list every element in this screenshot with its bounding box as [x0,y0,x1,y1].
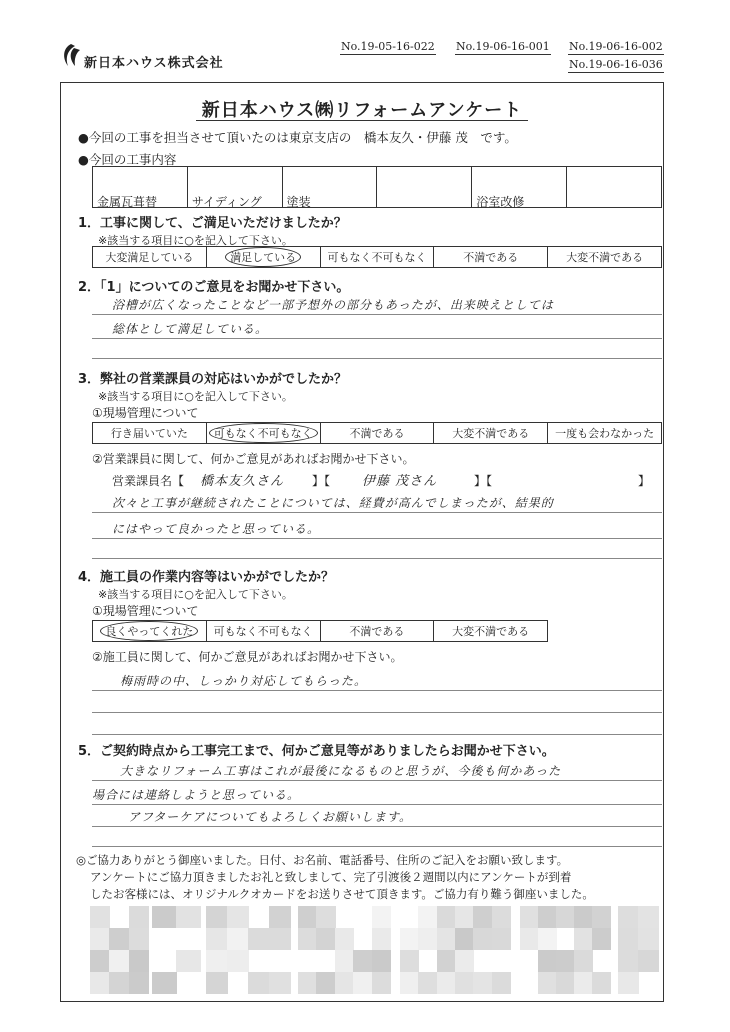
q3-note: ※該当する項目に○を記入して下さい。 [98,390,293,403]
mosaic-tile [316,972,335,994]
mosaic-tile [455,906,474,928]
q3-answer-line: 次々と工事が継続されたことについては、経費が高んでしまったが、結果的 [112,496,554,510]
answer-rule [92,512,662,513]
answer-rule [92,338,662,339]
mosaic-tile [418,928,437,950]
q5-question: 5．ご契約時点から工事完工まで、何かご意見等がありましたらお聞かせ下さい。 [78,744,555,759]
bracket: 】【 [312,474,331,488]
company-name: 新日本ハウス株式会社 [84,56,224,71]
q3-option[interactable]: 不満である [321,423,435,443]
mosaic-tile [206,950,228,972]
q3-answer-line: にはやって良かったと思っている。 [112,522,321,536]
q2-answer-line: 総体として満足している。 [112,322,269,336]
mosaic-tile [206,906,228,928]
work-item [377,167,472,207]
q1-option[interactable]: 大変満足している [93,247,207,267]
survey-title: 新日本ハウス㈱リフォームアンケート [201,100,523,121]
mosaic-tile [437,928,456,950]
answer-rule [92,804,662,805]
mosaic-tile [129,950,149,972]
mosaic-tile [574,950,593,972]
mosaic-tile [129,928,149,950]
title-underline [196,120,528,121]
q3-sub1: ①現場管理について [92,406,199,420]
work-item: 塗装 [283,167,378,207]
mosaic-tile [592,906,611,928]
mosaic-tile [269,906,291,928]
mosaic-tile [109,972,129,994]
mosaic-tile [638,928,659,950]
answer-rule [92,538,662,539]
mosaic-tile [176,950,201,972]
work-heading: ●今回の工事内容 [78,152,177,167]
mosaic-tile [227,928,249,950]
answer-rule [92,780,662,781]
mosaic-tile [353,950,372,972]
mosaic-tile [372,972,391,994]
doc-number: No.19-06-16-002 [569,40,663,53]
mosaic-tile [455,972,474,994]
q3-options [92,422,662,444]
mosaic-tile [90,950,110,972]
work-item: 金属瓦葺替 [93,167,188,207]
q4-option-selected[interactable] [93,621,207,641]
mosaic-tile [638,906,659,928]
staff-name-2: 伊藤 茂さん [362,474,438,489]
mosaic-tile [618,928,639,950]
work-item [567,167,661,207]
mosaic-tile [520,928,539,950]
mosaic-tile [473,972,492,994]
mosaic-tile [109,928,129,950]
answer-rule [92,846,662,847]
q4-sub2: ②施工員に関して、何かご意見があればお聞かせ下さい。 [92,650,403,664]
q1-option-selected[interactable] [207,247,321,267]
q5-answer-line: アフターケアについてもよろしくお願いします。 [128,810,412,824]
answer-rule [92,826,662,827]
answer-rule [92,314,662,315]
mosaic-tile [176,906,201,928]
mosaic-tile [618,950,639,972]
q1-options [92,246,662,268]
selection-circle: 良くやってくれた [100,621,198,641]
mosaic-tile [538,928,557,950]
q5-answer-line: 場合には連絡しようと思っている。 [92,788,301,802]
closing-line: アンケートにご協力頂きましたお礼と致しまして、完了引渡後２週間以内にアンケートが到着 [90,870,572,884]
q3-option-selected[interactable] [207,423,321,443]
q4-options [92,620,548,642]
answer-rule [92,690,662,691]
q3-option[interactable]: 大変不満である [434,423,548,443]
work-items-table [92,166,662,208]
mosaic-tile [638,950,659,972]
staff-line: ●今回の工事を担当させて頂いたのは東京支店の 橋本友久・伊藤 茂 です。 [78,130,517,145]
q1-option[interactable]: 不満である [434,247,548,267]
staff-label: 営業課員名【 [112,474,185,488]
mosaic-tile [473,906,492,928]
answer-rule [92,558,662,559]
mosaic-tile [556,906,575,928]
doc-number: No.19-06-16-036 [569,58,663,71]
mosaic-tile [473,928,492,950]
q2-answer-line: 浴槽が広くなったことなど一部予想外の部分もあったが、出来映えとしては [112,298,554,312]
q1-option[interactable]: 可もなく不可もなく [321,247,435,267]
mosaic-tile [574,928,593,950]
answer-rule [92,734,662,735]
mosaic-tile [556,950,575,972]
mosaic-tile [269,928,291,950]
q4-option[interactable]: 不満である [321,621,435,641]
q4-option[interactable]: 大変不満である [452,625,530,638]
mosaic-tile [129,972,149,994]
mosaic-tile [298,906,317,928]
mosaic-tile [455,950,474,972]
mosaic-tile [353,972,372,994]
q3-sub2: ②営業課員に関して、何かご意見があればお聞かせ下さい。 [92,452,415,466]
bracket: 】【 [474,474,493,488]
mosaic-tile [372,928,391,950]
mosaic-tile [492,906,511,928]
mosaic-tile [455,928,474,950]
answer-rule [92,358,662,359]
mosaic-tile [298,928,317,950]
bracket: 】 [638,474,651,488]
mosaic-tile [206,928,228,950]
mosaic-tile [90,972,110,994]
mosaic-tile [129,906,149,928]
mosaic-tile [574,906,593,928]
mosaic-tile [227,906,249,928]
selection-circle: 可もなく不可もなく [209,423,318,443]
q3-option[interactable]: 行き届いていた [93,423,207,443]
mosaic-tile [372,906,391,928]
work-item: サイディング [188,167,283,207]
mosaic-tile [227,950,249,972]
mosaic-tile [152,972,177,994]
q3-option[interactable]: 一度も会わなかった [555,427,655,440]
mosaic-tile [90,928,110,950]
q4-answer-line: 梅雨時の中、しっかり対応してもらった。 [120,674,368,688]
q4-sub1: ①現場管理について [92,604,199,618]
mosaic-tile [437,906,456,928]
closing-line: ◎ご協力ありがとう御座いました。日付、お名前、電話番号、住所のご記入をお願い致します。 [76,853,569,867]
doc-number: No.19-05-16-022 [341,40,435,53]
q5-answer-line: 大きなリフォーム工事はこれが最後になるものと思うが、今後も何かあった [120,764,562,778]
mosaic-tile [298,972,317,994]
mosaic-tile [335,972,354,994]
mosaic-tile [437,950,456,972]
mosaic-tile [556,972,575,994]
staff-name-1: 橋本友久さん [200,474,285,489]
mosaic-tile [152,906,177,928]
q1-question: 1．工事に関して、ご満足いただけましたか？ [78,216,347,231]
mosaic-tile [538,972,557,994]
mosaic-tile [400,928,419,950]
mosaic-tile [418,972,437,994]
mosaic-tile [592,928,611,950]
mosaic-tile [492,928,511,950]
mosaic-tile [248,972,270,994]
mosaic-tile [206,972,228,994]
mosaic-tile [335,928,354,950]
q1-note: ※該当する項目に○を記入して下さい。 [98,234,293,247]
mosaic-tile [437,972,456,994]
doc-number: No.19-06-16-001 [456,40,550,53]
mosaic-tile [269,972,291,994]
mosaic-tile [418,906,437,928]
mosaic-tile [248,928,270,950]
mosaic-tile [592,972,611,994]
work-item: 浴室改修 [472,167,567,207]
mosaic-tile [316,928,335,950]
q4-option[interactable]: 可もなく不可もなく [207,621,321,641]
redacted-customer-info [90,906,660,996]
mosaic-tile [109,950,129,972]
mosaic-tile [400,950,419,972]
mosaic-tile [90,906,110,928]
company-logo-icon [60,42,82,68]
mosaic-tile [335,950,354,972]
mosaic-tile [538,906,557,928]
mosaic-tile [618,906,639,928]
mosaic-tile [492,972,511,994]
q4-question: 4．施工員の作業内容等はいかがでしたか？ [78,570,335,585]
mosaic-tile [400,972,419,994]
q2-question: 2．「1」についてのご意見をお聞かせ下さい。 [78,280,350,295]
q3-question: 3．弊社の営業課員の対応はいかがでしたか？ [78,372,348,387]
mosaic-tile [520,906,539,928]
mosaic-tile [618,972,639,994]
mosaic-tile [316,906,335,928]
closing-line: したお客様には、オリジナルクオカードをお送りさせて頂きます。ご協力有り難う御座いました。 [90,887,594,901]
q1-option[interactable]: 大変不満である [566,251,644,264]
mosaic-tile [574,972,593,994]
selection-circle: 満足している [225,247,301,267]
q4-note: ※該当する項目に○を記入して下さい。 [98,588,293,601]
answer-rule [92,712,662,713]
mosaic-tile [538,950,557,972]
mosaic-tile [372,950,391,972]
